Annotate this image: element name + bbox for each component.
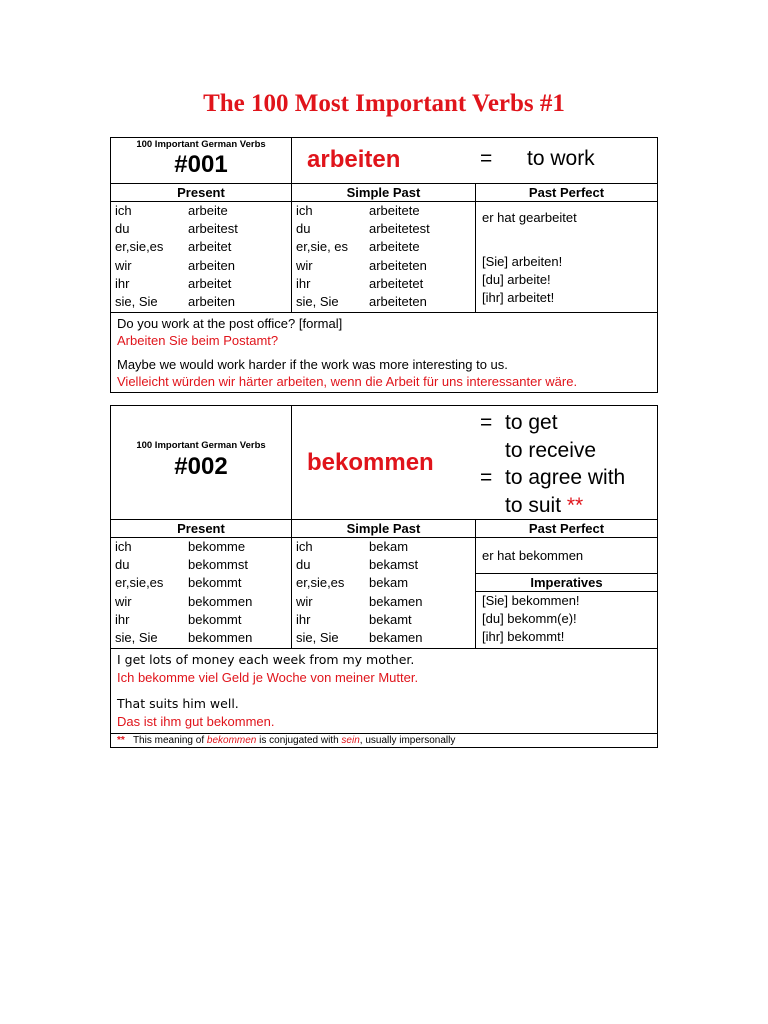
example-1-de: Arbeiten Sie beim Postamt? [117, 333, 279, 348]
meaning-3: to agree with [505, 466, 626, 489]
example-1-en: Do you work at the post office? [formal] [117, 316, 343, 331]
verb-header-left [111, 406, 291, 519]
verb-card-002 [110, 405, 658, 748]
footnote: ** This meaning of bekommen is conjugated with sein, usually impersonally [111, 733, 657, 747]
header-past-perfect: Past Perfect [475, 520, 657, 537]
example-2-en: That suits him well. [117, 696, 239, 711]
imperatives-list: [Sie] arbeiten! [du] arbeite! [ihr] arbeitet! [482, 254, 563, 306]
verb-meanings: = to get to receive = to agree with to suit ** [475, 406, 657, 519]
meaning-2: to receive [505, 438, 597, 462]
header-simple-past: Simple Past [291, 520, 475, 537]
past-perfect-cell [475, 202, 657, 312]
past-conjugation: ich bekam du bekamst er,sie,es bekam wir bekamen ihr bekamt sie, Sie bekamen [291, 538, 475, 648]
page-title: The 100 Most Important Verbs #1 [203, 90, 565, 117]
note-marker: ** [117, 735, 125, 746]
present-conjugation: ich arbeite du arbeitest er,sie,es arbeitet wir arbeiten ihr arbeitet sie, Sie arbeiten [115, 203, 238, 309]
verb-infinitive: arbeiten [307, 146, 401, 173]
examples [111, 312, 657, 392]
example-2-de: Das ist ihm gut bekommen. [117, 714, 275, 729]
verb-number: #002 [174, 453, 228, 480]
equals-sign: = [480, 147, 493, 170]
meaning-marker: ** [566, 493, 584, 517]
header-present: Present [177, 185, 225, 200]
example-2-de: Vielleicht würden wir härter arbeiten, wenn die Arbeit für uns interessanter wäre. [117, 374, 578, 389]
example-1-en: I get lots of money each week from my mother. [117, 652, 415, 667]
example-1-de: Ich bekomme viel Geld je Woche von meiner Mutter. [117, 670, 419, 685]
header-past-perfect: Past Perfect [475, 184, 657, 201]
present-conjugation: ich bekomme du bekommst er,sie,es bekommt wir bekommen ihr bekommt sie, Sie bekommen [115, 539, 253, 645]
verb-meaning: to work [527, 147, 595, 170]
verb-title-cell [291, 406, 475, 519]
past-perfect-cell [475, 538, 657, 648]
past-conjugation: ich arbeitete du arbeitetest er,sie, es arbeitete wir arbeiteten ihr arbeitetet sie, Sie arbeiteten [291, 202, 475, 312]
meaning-4: to suit [505, 493, 562, 517]
series-label: 100 Important German Verbs [136, 440, 266, 451]
imperatives-list: [Sie] bekommen! [du] bekomm(e)! [ihr] bekommt! [482, 593, 580, 645]
examples [111, 648, 657, 733]
verb-title-cell [291, 138, 657, 183]
series-label: 100 Important German Verbs [136, 139, 266, 150]
header-simple-past: Simple Past [291, 184, 475, 201]
header-present: Present [177, 521, 225, 536]
past-perfect-form: er hat bekommen [482, 548, 584, 563]
verb-number: #001 [174, 151, 228, 178]
header-imperatives: Imperatives [476, 573, 657, 592]
verb-card-001 [110, 137, 658, 393]
verb-header-left [111, 138, 291, 183]
meaning-1: to get [505, 411, 558, 434]
example-2-en: Maybe we would work harder if the work was more interesting to us. [117, 357, 508, 372]
past-perfect-form: er hat gearbeitet [482, 210, 577, 225]
verb-infinitive: bekommen [307, 449, 434, 476]
